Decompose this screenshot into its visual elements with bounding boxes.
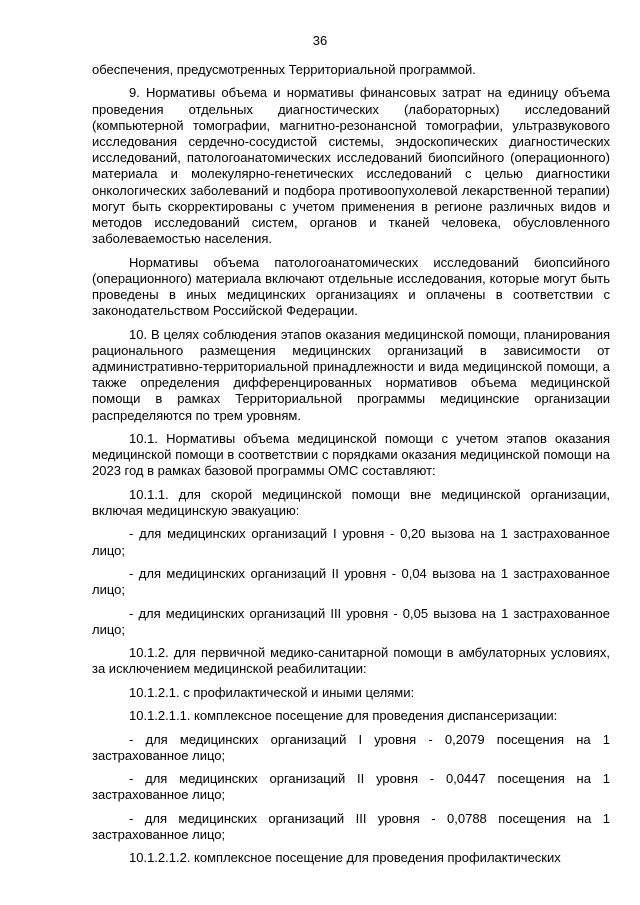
paragraph: 10. В целях соблюдения этапов оказания медицинской помощи, планирования рационального размещения медицинских организаций в зависимости от административно-территориальной принадлежности и вида медицинской помощи, а также определения дифференцированных нормативов объема медицинской помощи в рамках Территориальной программы медицинские организации распределяются по трем уровням. <box>92 326 610 423</box>
list-item: - для медицинских организаций II уровня - 0,04 вызова на 1 застрахованное лицо; <box>92 566 610 598</box>
paragraph: 10.1.2.1. с профилактической и иными целями: <box>129 684 415 700</box>
list-item: - для медицинских организаций III уровня - 0,0788 посещения на 1 застрахованное лицо; <box>92 810 610 842</box>
page-number: 36 <box>312 33 328 48</box>
paragraph: 10.1. Нормативы объема медицинской помощи с учетом этапов оказания медицинской помощи в соответствии с порядками оказания медицинской помощи на 2023 год в рамках базовой программы ОМС составляют: <box>92 431 610 479</box>
paragraph: 10.1.2.1.1. комплексное посещение для проведения диспансеризации: <box>129 708 558 724</box>
document-body <box>92 62 610 874</box>
paragraph: обеспечения, предусмотренных Территориальной программой. <box>92 62 476 77</box>
list-item: - для медицинских организаций II уровня - 0,0447 посещения на 1 застрахованное лицо; <box>92 771 610 803</box>
paragraph: 10.1.2. для первичной медико-санитарной помощи в амбулаторных условиях, за исключением медицинской реабилитации: <box>92 645 610 677</box>
list-item: - для медицинских организаций III уровня - 0,05 вызова на 1 застрахованное лицо; <box>92 605 610 637</box>
paragraph: 10.1.2.1.2. комплексное посещение для проведения профилактических <box>129 850 561 866</box>
paragraph: 9. Нормативы объема и нормативы финансовых затрат на единицу объема проведения отдельных диагностических (лабораторных) исследований (компьютерной томографии, магнитно-резонансной томографии, ультразвукового исследования сердечно-сосудистой системы, эндоскопических диагностических исследований, патологоанатомических исследований биопсийного (операционного) материала и молекулярно-генетических исследований с целью диагностики онкологических заболеваний и подбора противоопухолевой лекарственной терапии) могут быть скорректированы с учетом применения в регионе различных видов и методов исследований систем, органов и тканей человека, обусловленного заболеваемостью населения. <box>92 85 610 247</box>
paragraph: 10.1.1. для скорой медицинской помощи вне медицинской организации, включая медицинскую эвакуацию: <box>92 486 610 519</box>
paragraph: Нормативы объема патологоанатомических исследований биопсийного (операционного) материала включают отдельные исследования, которые могут быть проведены в иных медицинских организациях и оплачены в соответствии с законодательством Российской Федерации. <box>92 254 610 319</box>
list-item: - для медицинских организаций I уровня - 0,20 вызова на 1 застрахованное лицо; <box>92 526 610 558</box>
list-item: - для медицинских организаций I уровня - 0,2079 посещения на 1 застрахованное лицо; <box>92 731 610 763</box>
